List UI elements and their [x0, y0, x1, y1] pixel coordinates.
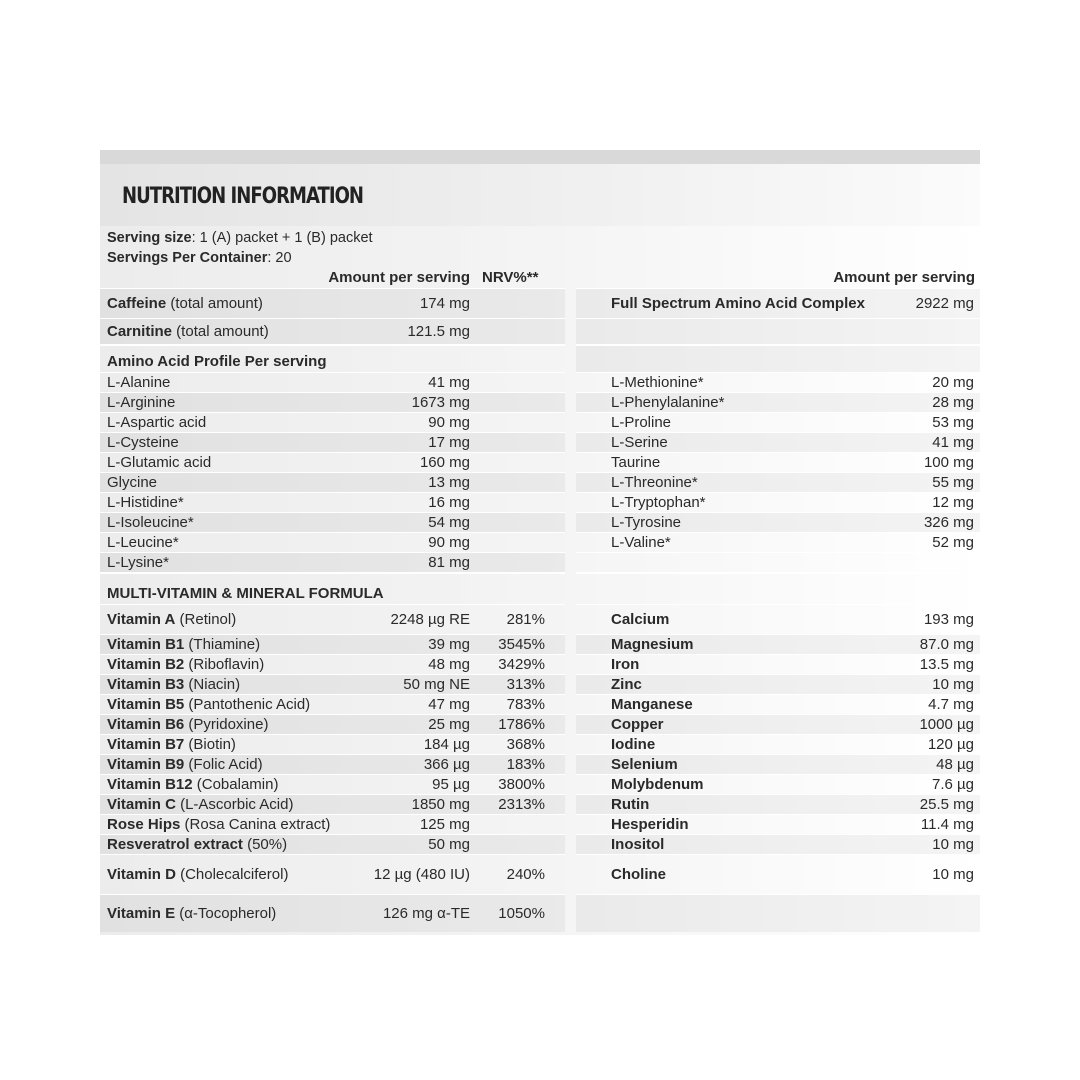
nutrient-nrv — [482, 346, 545, 372]
nutrient-name-bold: Carnitine — [107, 322, 173, 340]
nutrient-amount: 13 mg — [428, 474, 470, 491]
nutrient-amount: 54 mg — [428, 514, 470, 531]
nutrient-name-detail: L-Alanine — [107, 373, 171, 391]
nutrient-name-bold: Copper — [611, 715, 664, 733]
table-row — [576, 894, 980, 932]
nutrient-name — [107, 493, 407, 512]
nutrient-amount: 11.4 mg — [920, 816, 974, 833]
nutrient-name — [107, 319, 407, 344]
nutrient-name — [107, 473, 407, 492]
nutrient-name-bold: Iron — [611, 655, 640, 673]
nutrient-amount: 326 mg — [923, 514, 974, 531]
right-column — [576, 288, 980, 932]
nutrient-amount: 95 µg — [432, 776, 470, 793]
nutrient-nrv — [482, 553, 545, 572]
servings-per-container — [107, 248, 292, 268]
nutrient-amount: 12 µg (480 IU) — [373, 866, 470, 883]
nutrient-amount: 47 mg — [428, 696, 470, 713]
nutrient-amount: 2248 µg RE — [390, 611, 470, 628]
nutrient-name-bold: Caffeine — [107, 294, 167, 312]
nutrient-name — [107, 795, 407, 814]
amount-column-header-right: Amount per serving — [833, 269, 975, 286]
nutrient-name-detail: L-Valine* — [611, 533, 671, 551]
nutrient-amount: 174 mg — [419, 295, 470, 312]
nutrient-amount: 1850 mg — [411, 796, 470, 813]
nutrient-amount: 50 mg — [428, 836, 470, 853]
serving-size-label: Serving size — [107, 230, 192, 246]
nutrient-name — [107, 655, 407, 674]
nutrient-amount: 87.0 mg — [919, 636, 974, 653]
nutrient-name — [107, 735, 407, 754]
nutrient-amount — [365, 346, 470, 372]
table-row — [100, 372, 565, 392]
table-row — [576, 318, 980, 344]
nutrient-name-detail: L-Aspartic acid — [107, 413, 207, 431]
page-title: NUTRITION INFORMATION — [122, 184, 364, 209]
nutrient-amount: 25.5 mg — [919, 796, 974, 813]
nutrient-name-detail: (L-Ascorbic Acid) — [175, 795, 294, 813]
nutrient-name — [107, 346, 407, 372]
nutrient-amount — [816, 553, 974, 572]
nutrient-amount: 25 mg — [428, 716, 470, 733]
table-row — [576, 794, 980, 814]
nutrient-name-bold: Manganese — [611, 695, 693, 713]
nutrient-name-detail: L-Serine — [611, 433, 668, 451]
table-row — [100, 634, 565, 654]
nutrient-nrv — [482, 433, 545, 452]
nutrient-name-bold: MULTI-VITAMIN & MINERAL FORMULA — [107, 585, 384, 602]
table-row — [100, 492, 565, 512]
nutrient-name-detail: (Cobalamin) — [192, 775, 279, 793]
nutrient-name — [107, 755, 407, 774]
nutrient-amount: 1000 µg — [919, 716, 974, 733]
nutrient-name — [107, 533, 407, 552]
nutrient-amount: 17 mg — [428, 434, 470, 451]
nutrient-name-detail: L-Tryptophan* — [611, 493, 706, 511]
table-row — [100, 734, 565, 754]
servings-per-container-label: Servings Per Container — [107, 250, 268, 266]
table-row — [576, 834, 980, 854]
table-row — [576, 412, 980, 432]
nutrient-amount: 120 µg — [927, 736, 974, 753]
table-row — [100, 894, 565, 932]
table-row — [576, 472, 980, 492]
nutrient-amount: 20 mg — [932, 374, 974, 391]
nutrient-name-detail: L-Cysteine — [107, 433, 179, 451]
nutrient-name-bold: Vitamin A — [107, 610, 176, 628]
serving-size-value: : 1 (A) packet + 1 (B) packet — [191, 230, 373, 246]
nutrient-name-detail: (Rosa Canina extract) — [180, 815, 331, 833]
table-row — [576, 774, 980, 794]
table-row — [576, 674, 980, 694]
nutrient-name-bold: Vitamin B9 — [107, 755, 185, 773]
table-row — [100, 318, 565, 344]
nutrient-name-detail: L-Histidine* — [107, 493, 184, 511]
nutrient-name — [107, 393, 407, 412]
nutrient-amount: 7.6 µg — [931, 776, 974, 793]
nutrient-name-bold: Vitamin E — [107, 904, 176, 922]
nutrient-name-detail: (Niacin) — [184, 675, 241, 693]
nutrient-name — [107, 715, 407, 734]
serving-size — [107, 228, 373, 248]
nutrient-name-bold: Vitamin B2 — [107, 655, 185, 673]
nutrient-name-detail: (Folic Acid) — [184, 755, 263, 773]
nutrient-nrv: 3800% — [498, 776, 545, 793]
nutrient-name-detail: L-Leucine* — [107, 533, 179, 551]
nutrient-amount: 39 mg — [428, 636, 470, 653]
nutrient-amount — [365, 574, 470, 604]
nutrient-nrv: 313% — [506, 676, 545, 693]
table-row — [576, 814, 980, 834]
nutrient-nrv — [482, 319, 545, 344]
table-row — [100, 674, 565, 694]
nutrient-name-bold: Iodine — [611, 735, 656, 753]
table-row — [576, 512, 980, 532]
nutrient-nrv — [482, 835, 545, 854]
nutrient-name-detail: L-Isoleucine* — [107, 513, 194, 531]
nutrient-nrv: 183% — [506, 756, 545, 773]
nutrient-name-bold: Magnesium — [611, 635, 694, 653]
table-row — [100, 854, 565, 894]
nutrient-amount — [816, 574, 974, 604]
nutrient-amount: 52 mg — [932, 534, 974, 551]
nutrient-amount: 126 mg α-TE — [382, 905, 470, 922]
table-row — [100, 794, 565, 814]
nutrient-nrv — [482, 574, 545, 604]
table-row — [100, 814, 565, 834]
table-row — [100, 472, 565, 492]
table-row — [576, 634, 980, 654]
nutrient-name-bold: Vitamin B12 — [107, 775, 193, 793]
section-header-row — [100, 572, 565, 604]
nutrient-amount: 81 mg — [428, 554, 470, 571]
table-row — [100, 532, 565, 552]
nutrient-name-detail: L-Lysine* — [107, 553, 169, 571]
nutrient-name-bold: Vitamin B1 — [107, 635, 185, 653]
nutrient-amount — [816, 346, 974, 372]
table-row — [100, 754, 565, 774]
table-row — [576, 754, 980, 774]
nutrient-name — [107, 675, 407, 694]
nutrient-amount: 10 mg — [932, 866, 974, 883]
nutrient-name-bold: Molybdenum — [611, 775, 704, 793]
nutrient-name-detail: L-Arginine — [107, 393, 176, 411]
nutrient-amount: 10 mg — [932, 836, 974, 853]
table-row — [576, 854, 980, 894]
table-row — [576, 432, 980, 452]
nutrient-nrv — [482, 393, 545, 412]
nutrient-nrv: 240% — [506, 866, 545, 883]
nutrient-name-bold: Full Spectrum Amino Acid Complex — [611, 294, 865, 312]
nutrient-amount: 48 µg — [936, 756, 974, 773]
nutrient-name-detail: (Riboflavin) — [184, 655, 265, 673]
table-row — [100, 452, 565, 472]
nutrient-name — [107, 373, 407, 392]
table-row — [576, 372, 980, 392]
table-row — [576, 552, 980, 572]
nutrient-amount: 48 mg — [428, 656, 470, 673]
nutrient-name-detail: L-Tyrosine — [611, 513, 682, 531]
nutrient-nrv: 1786% — [498, 716, 545, 733]
nutrient-amount — [816, 319, 974, 344]
nutrient-name — [107, 574, 407, 604]
nutrient-amount: 4.7 mg — [928, 696, 974, 713]
table-row — [576, 288, 980, 318]
nutrient-amount: 16 mg — [428, 494, 470, 511]
nutrient-name-detail: (total amount) — [172, 322, 269, 340]
table-row — [100, 392, 565, 412]
table-row — [576, 714, 980, 734]
nutrient-name-bold: Selenium — [611, 755, 678, 773]
nutrient-name-detail: (Biotin) — [184, 735, 236, 753]
table-row — [576, 572, 980, 604]
nutrient-name — [107, 775, 407, 794]
nutrient-name-bold: Vitamin D — [107, 865, 176, 883]
nutrient-nrv: 783% — [506, 696, 545, 713]
nutrient-name-detail: (Thiamine) — [184, 635, 261, 653]
nutrient-nrv — [482, 373, 545, 392]
table-row — [100, 552, 565, 572]
table-row — [100, 288, 565, 318]
nutrient-name-bold: Hesperidin — [611, 815, 689, 833]
nutrient-name-bold: Calcium — [611, 610, 670, 628]
nutrient-amount: 28 mg — [932, 394, 974, 411]
nutrient-name-bold: Vitamin B3 — [107, 675, 185, 693]
nutrient-name — [107, 855, 407, 894]
nutrient-amount: 10 mg — [932, 676, 974, 693]
nutrient-name — [107, 605, 407, 634]
nutrient-amount: 193 mg — [923, 611, 974, 628]
nutrient-name-bold: Vitamin B7 — [107, 735, 185, 753]
nutrient-nrv — [482, 413, 545, 432]
nutrient-amount: 366 µg — [423, 756, 470, 773]
nutrient-nrv — [482, 815, 545, 834]
table-row — [100, 714, 565, 734]
nutrient-name-detail: L-Glutamic acid — [107, 453, 212, 471]
nutrient-nrv — [482, 493, 545, 512]
nutrient-name — [107, 895, 407, 932]
nutrient-name-detail: L-Threonine* — [611, 473, 698, 491]
nutrient-nrv: 3545% — [498, 636, 545, 653]
table-row — [576, 392, 980, 412]
table-row — [576, 694, 980, 714]
nutrient-amount: 90 mg — [428, 414, 470, 431]
nutrient-name-bold: Choline — [611, 865, 666, 883]
nutrient-name — [107, 433, 407, 452]
nutrient-name-detail: (Pyridoxine) — [184, 715, 269, 733]
table-row — [100, 834, 565, 854]
nutrient-name — [107, 513, 407, 532]
nutrient-nrv — [482, 473, 545, 492]
nutrient-amount: 41 mg — [428, 374, 470, 391]
nutrient-name-bold: Zinc — [611, 675, 642, 693]
nutrient-amount: 50 mg NE — [403, 676, 470, 693]
nutrient-name-detail: (50%) — [242, 835, 288, 853]
nutrient-amount: 12 mg — [932, 494, 974, 511]
nutrient-nrv: 3429% — [498, 656, 545, 673]
nutrient-nrv: 368% — [506, 736, 545, 753]
amount-column-header: Amount per serving — [328, 269, 470, 286]
nutrient-name — [107, 553, 407, 572]
nutrient-name-detail: (α-Tocopherol) — [175, 904, 277, 922]
table-row — [576, 532, 980, 552]
nutrient-amount: 13.5 mg — [919, 656, 974, 673]
nutrient-name-detail: L-Phenylalanine* — [611, 393, 725, 411]
nutrient-name-detail: Glycine — [107, 473, 158, 491]
nutrient-amount: 160 mg — [419, 454, 470, 471]
nutrient-name-detail: (Cholecalciferol) — [175, 865, 289, 883]
nutrient-amount: 184 µg — [423, 736, 470, 753]
nutrient-amount: 2922 mg — [915, 295, 974, 312]
nutrient-amount — [816, 895, 974, 932]
nutrient-name-detail: L-Methionine* — [611, 373, 704, 391]
nutrient-name-bold: Rutin — [611, 795, 650, 813]
table-row — [576, 604, 980, 634]
table-row — [576, 344, 980, 372]
table-row — [100, 774, 565, 794]
nutrient-name-bold: Resveratrol extract — [107, 835, 243, 853]
table-row — [576, 452, 980, 472]
servings-per-container-value: : 20 — [267, 250, 292, 266]
nutrient-nrv: 281% — [506, 611, 545, 628]
nutrient-nrv — [482, 533, 545, 552]
nutrient-amount: 121.5 mg — [407, 323, 470, 340]
nutrient-name — [107, 453, 407, 472]
nutrient-name-detail: L-Proline — [611, 413, 672, 431]
nutrient-amount: 90 mg — [428, 534, 470, 551]
nutrient-name-detail: (total amount) — [166, 294, 263, 312]
nutrient-name-bold: Vitamin C — [107, 795, 176, 813]
table-row — [100, 412, 565, 432]
nutrient-amount: 1673 mg — [411, 394, 470, 411]
nutrient-nrv: 2313% — [498, 796, 545, 813]
nutrient-name-detail: Taurine — [611, 453, 661, 471]
nutrient-name-bold: Inositol — [611, 835, 665, 853]
table-row — [576, 492, 980, 512]
nutrient-amount: 125 mg — [419, 816, 470, 833]
nutrient-name-bold: Vitamin B5 — [107, 695, 185, 713]
nutrient-amount: 55 mg — [932, 474, 974, 491]
nutrient-nrv — [482, 453, 545, 472]
nutrient-amount: 100 mg — [923, 454, 974, 471]
table-row — [100, 604, 565, 634]
table-row — [100, 654, 565, 674]
table-row — [100, 512, 565, 532]
nutrient-name — [107, 635, 407, 654]
table-row — [576, 734, 980, 754]
nutrient-nrv — [482, 289, 545, 318]
nutrient-nrv — [482, 513, 545, 532]
nutrient-name-detail: (Pantothenic Acid) — [184, 695, 311, 713]
nutrient-name — [107, 835, 407, 854]
nutrient-nrv: 1050% — [498, 905, 545, 922]
section-header-row — [100, 344, 565, 372]
nrv-column-header: NRV%** — [482, 269, 539, 286]
table-row — [100, 694, 565, 714]
nutrient-name-bold: Rose Hips — [107, 815, 181, 833]
table-row — [100, 432, 565, 452]
nutrient-name-bold: Amino Acid Profile Per serving — [107, 353, 327, 370]
nutrient-name — [107, 413, 407, 432]
nutrient-name — [107, 695, 407, 714]
nutrient-name — [107, 289, 407, 318]
nutrient-name-detail: (Retinol) — [175, 610, 237, 628]
nutrient-amount: 53 mg — [932, 414, 974, 431]
table-row — [576, 654, 980, 674]
nutrient-name-bold: Vitamin B6 — [107, 715, 185, 733]
nutrition-panel — [100, 150, 980, 935]
nutrient-name — [107, 815, 407, 834]
nutrient-amount: 41 mg — [932, 434, 974, 451]
left-column — [100, 288, 565, 932]
